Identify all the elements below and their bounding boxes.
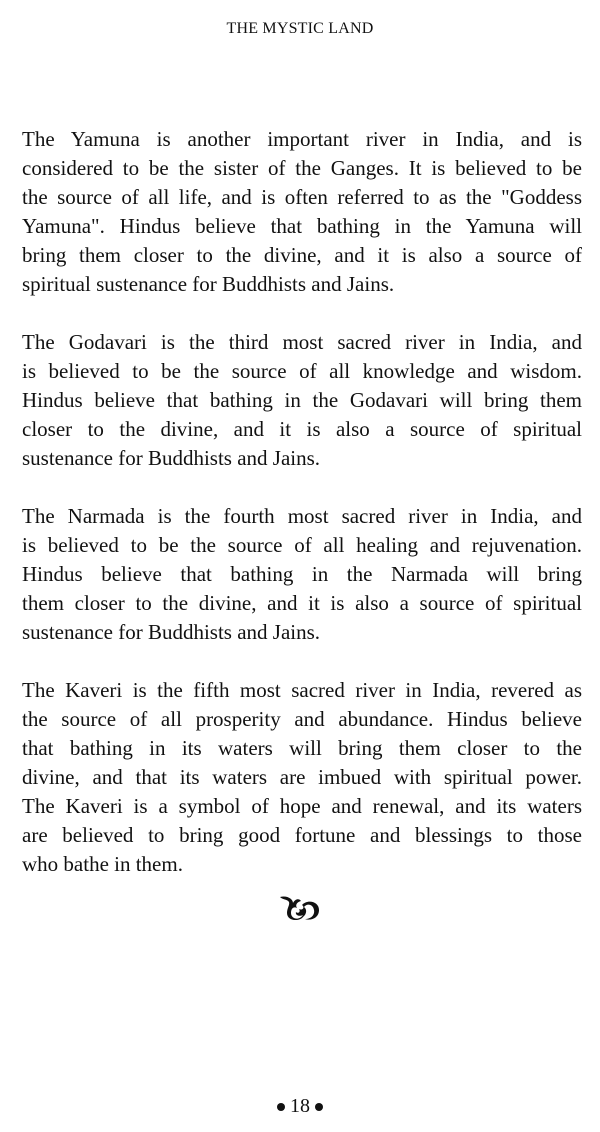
- text-line: The Narmada is the fourth most sacred river in India, and: [22, 504, 582, 528]
- text-line: The Kaveri is a symbol of hope and renewal, and its waters: [22, 794, 582, 818]
- text-line: is believed to be the source of all knowledge and wisdom.: [22, 359, 582, 383]
- bullet-icon: [277, 1103, 285, 1111]
- text-line: spiritual sustenance for Buddhists and Jains.: [22, 272, 395, 296]
- text-line: Hindus believe that bathing in the Godavari will bring them: [22, 388, 582, 412]
- text-line: Hindus believe that bathing in the Narmada will bring: [22, 562, 582, 586]
- paragraph: [22, 502, 582, 647]
- running-header: THE MYSTIC LAND: [226, 20, 374, 37]
- bullet-icon: [315, 1103, 323, 1111]
- fleuron-ornament-icon: [0, 893, 600, 928]
- text-line: is believed to be the source of all healing and rejuvenation.: [22, 533, 582, 557]
- text-line: The Yamuna is another important river in India, and is: [22, 127, 582, 151]
- page-number: [0, 1095, 600, 1118]
- text-line: The Kaveri is the fifth most sacred river in India, revered as: [22, 678, 582, 702]
- text-line: sustenance for Buddhists and Jains.: [22, 446, 321, 470]
- body-text: [22, 125, 582, 908]
- text-line: sustenance for Buddhists and Jains.: [22, 620, 321, 644]
- text-line: that bathing in its waters will bring them closer to the: [22, 736, 582, 760]
- text-line: bring them closer to the divine, and it is also a source of: [22, 243, 582, 267]
- text-line: divine, and that its waters are imbued with spiritual power.: [22, 765, 582, 789]
- page-number-text: 18: [290, 1095, 310, 1117]
- text-line: the source of all prosperity and abundance. Hindus believe: [22, 707, 582, 731]
- text-line: who bathe in them.: [22, 852, 183, 876]
- text-line: considered to be the sister of the Ganges. It is believed to be: [22, 156, 582, 180]
- paragraph: [22, 676, 582, 879]
- paragraph: [22, 328, 582, 473]
- text-line: them closer to the divine, and it is also a source of spiritual: [22, 591, 582, 615]
- text-line: are believed to bring good fortune and blessings to those: [22, 823, 582, 847]
- text-line: closer to the divine, and it is also a source of spiritual: [22, 417, 582, 441]
- text-line: the source of all life, and is often referred to as the "Goddess: [22, 185, 582, 209]
- text-line: The Godavari is the third most sacred river in India, and: [22, 330, 582, 354]
- text-line: Yamuna". Hindus believe that bathing in the Yamuna will: [22, 214, 582, 238]
- paragraph: [22, 125, 582, 299]
